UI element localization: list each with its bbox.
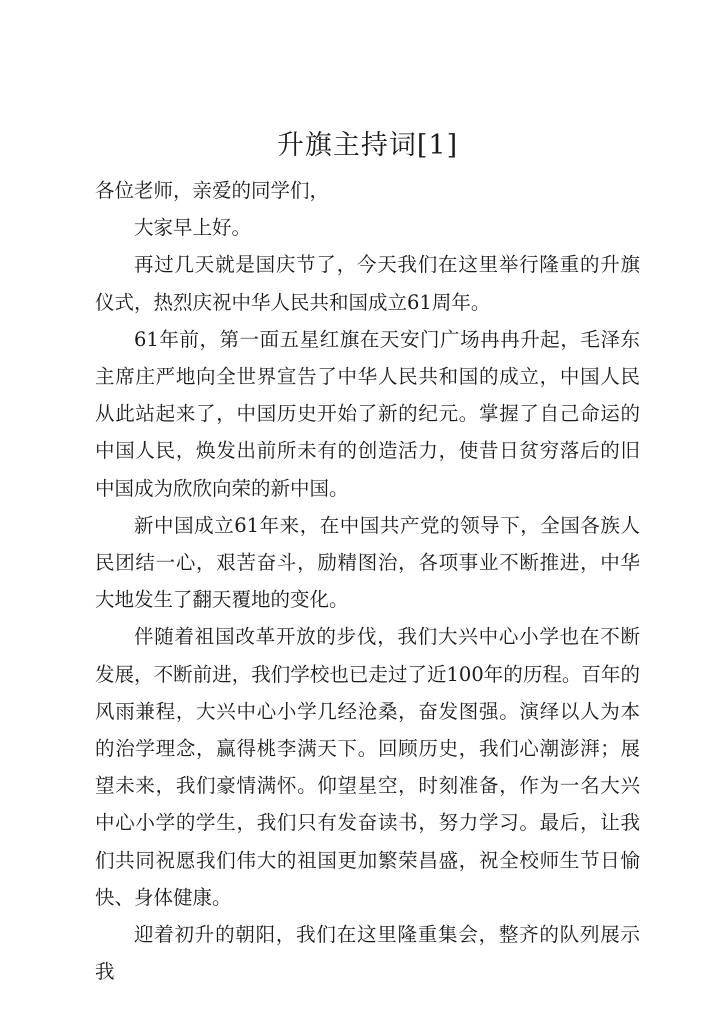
document-title: 升旗主持词[1]: [276, 130, 459, 161]
paragraph-history: 61年前，第一面五星红旗在天安门广场冉冉升起，毛泽东主席庄严地向全世界宣告了中华人民共和国的成立，中国人民从此站起来了，中国历史开始了新的纪元。掌握了自己命运的中国人民，焕发出前所未有的创造活力，使昔日贫穷落后的旧中国成为欣欣向荣的新中国。: [95, 327, 640, 500]
paragraph-school: 伴随着祖国改革开放的步伐，我们大兴中心小学也在不断发展，不断前进，我们学校也已走过了近100年的历程。百年的风雨兼程，大兴中心小学几经沧桑，奋发图强。演绎以人为本的治学理念，赢得桃李满天下。回顾历史，我们心潮澎湃；展望未来，我们豪情满怀。仰望星空，时刻准备，作为一名大兴中心小学的学生，我们只有发奋读书，努力学习。最后，让我们共同祝愿我们伟大的祖国更加繁荣昌盛，祝全校师生节日愉快、身体健康。: [95, 625, 640, 909]
paragraph-closing: 迎着初升的朝阳，我们在这里隆重集会，整齐的队列展示我: [95, 923, 640, 984]
paragraph-national-day: 再过几天就是国庆节了，今天我们在这里举行隆重的升旗仪式，热烈庆祝中华人民共和国成立61周年。: [95, 253, 640, 314]
document-page: [95, 126, 640, 990]
paragraph-morning: 大家早上好。: [134, 216, 252, 240]
paragraph-development: 新中国成立61年来，在中国共产党的领导下，全国各族人民团结一心，艰苦奋斗，励精图治，各项事业不断推进，中华大地发生了翻天覆地的变化。: [95, 513, 640, 612]
paragraph-greeting: 各位老师，亲爱的同学们，: [95, 179, 330, 202]
